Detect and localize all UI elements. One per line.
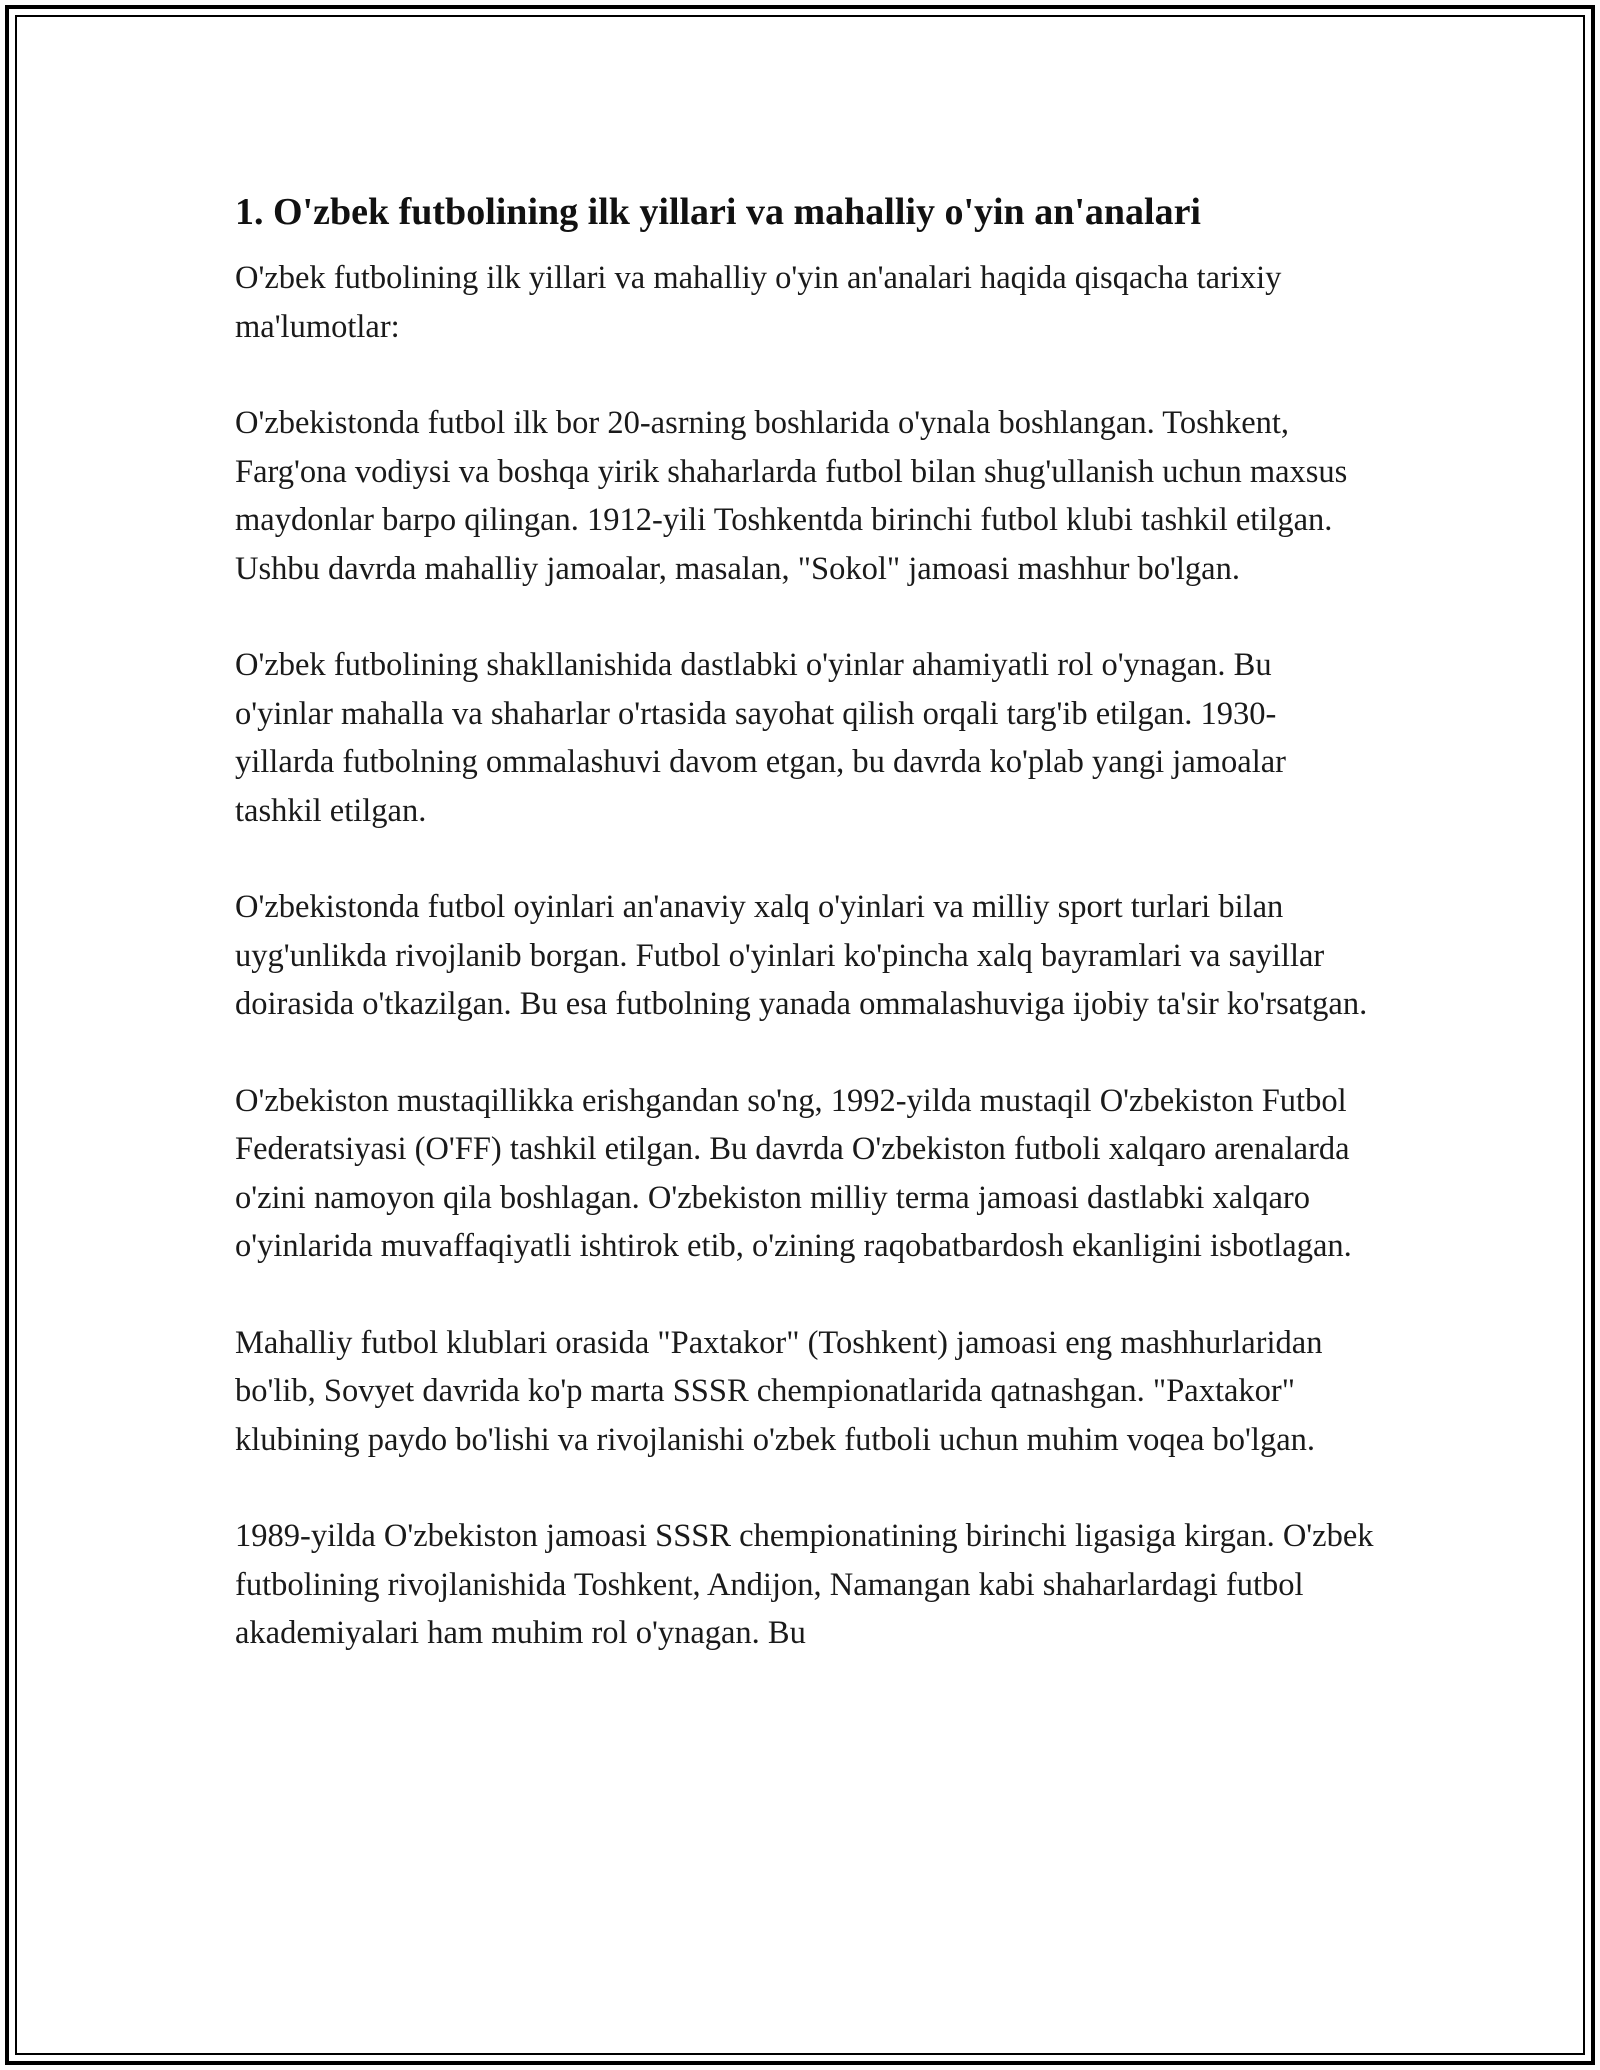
section-heading: 1. O'zbek futbolining ilk yillari va mahalliy o'yin an'analari (235, 191, 1201, 233)
paragraph-early-football: O'zbekistonda futbol ilk bor 20-asrning boshlarida o'ynala boshlangan. Toshkent, Farg'ona vodiysi va boshqa yirik shaharlarda futbol bilan shug'ullanish uchun maxsus maydonlar barpo qilingan. 1912-yili Toshkentda birinchi futbol klubi tashkil etilgan. Ushbu davrda mahalliy jamoalar, masalan, "Sokol" jamoasi mashhur bo'lgan. (235, 405, 1348, 587)
paragraph-intro: O'zbek futbolining ilk yillari va mahalliy o'yin an'analari haqida qisqacha tarixiy ma'lumotlar: (235, 260, 1282, 345)
paragraph-1989: 1989-yilda O'zbekiston jamoasi SSSR chempionatining birinchi ligasiga kirgan. O'zbek futbolining rivojlanishida Toshkent, Andijon, Namangan kabi shaharlardagi futbol akademiyalari ham muhim rol o'ynagan. Bu (235, 1518, 1374, 1651)
paragraph-traditions: O'zbekistonda futbol oyinlari an'anaviy xalq o'yinlari va milliy sport turlari bilan uyg'unlikda rivojlanib borgan. Futbol o'yinlari ko'pincha xalq bayramlari va sayillar doirasida o'tkazilgan. Bu esa futbolning yanada ommalashuviga ijobiy ta'sir ko'rsatgan. (235, 889, 1368, 1022)
paragraph-first-games: O'zbek futbolining shakllanishida dastlabki o'yinlar ahamiyatli rol o'ynagan. Bu o'yinlar mahalla va shaharlar o'rtasida sayohat qilish orqali targ'ib etilgan. 1930-yillarda futbolning ommalashuvi davom etgan, bu davrda ko'plab yangi jamoalar tashkil etilgan. (235, 647, 1286, 829)
paragraph-paxtakor: Mahalliy futbol klublari orasida "Paxtakor" (Toshkent) jamoasi eng mashhurlaridan bo'lib, Sovyet davrida ko'p marta SSSR chempionatlarida qatnashgan. "Paxtakor" klubining paydo bo'lishi va rivojlanishi o'zbek futboli uchun muhim voqea bo'lgan. (235, 1324, 1323, 1458)
paragraph-independence: O'zbekiston mustaqillikka erishgandan so'ng, 1992-yilda mustaqil O'zbekiston Futbol Federatsiyasi (O'FF) tashkil etilgan. Bu davrda O'zbekiston futboli xalqaro arenalarda o'zini namoyon qila boshlagan. O'zbekiston milliy terma jamoasi dastlabki xalqaro o'yinlarida muvaffaqiyatli ishtirok etib, o'zining raqobatbardosh ekanligini isbotlagan. (235, 1082, 1352, 1264)
document-body (235, 182, 1375, 1706)
